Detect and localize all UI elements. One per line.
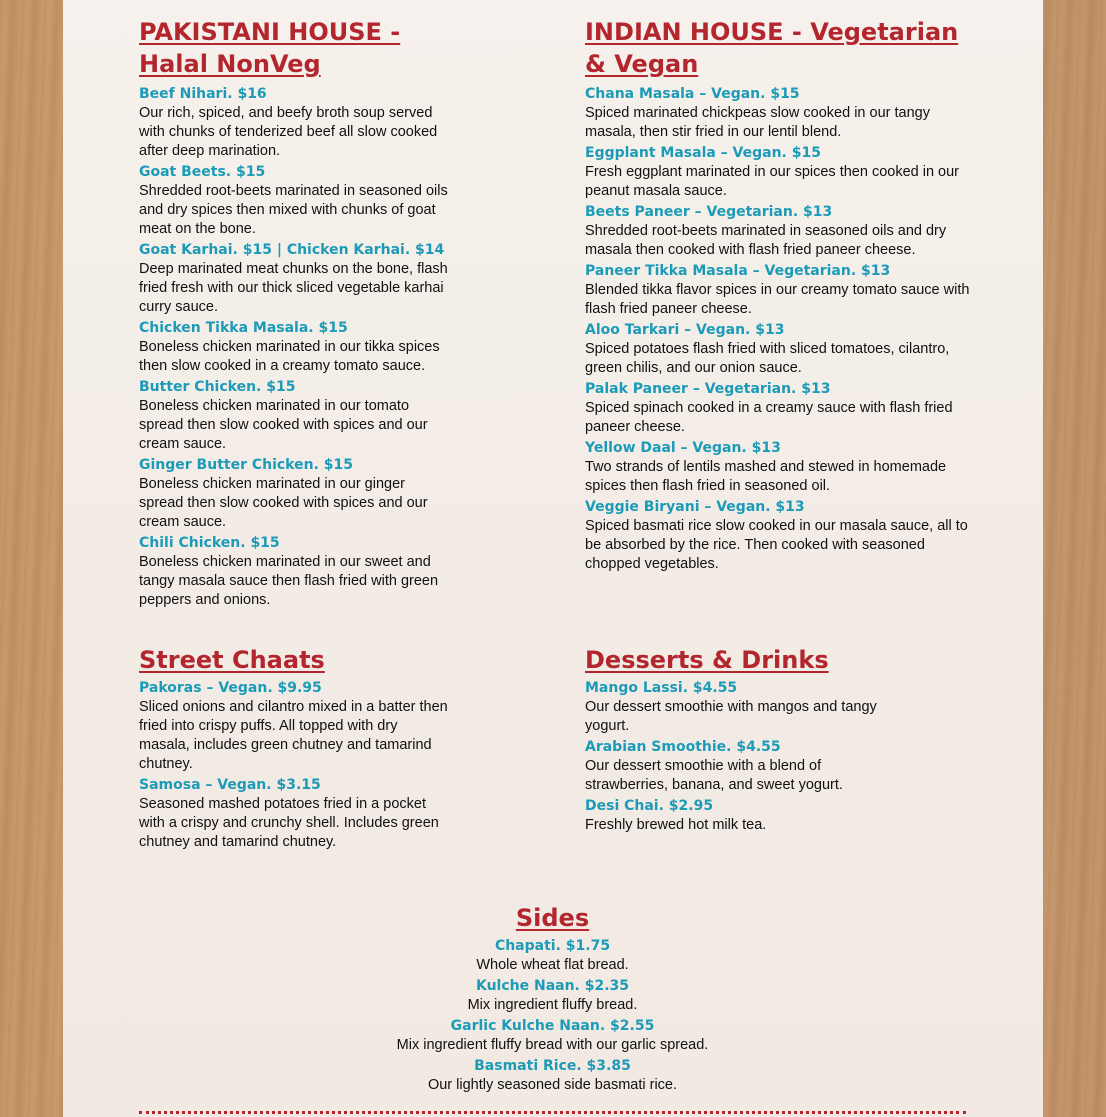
menu-item <box>139 318 449 376</box>
menu-item-description: Boneless chicken marinated in our tomato spread then slow cooked with spices and our cream sauce. <box>139 398 428 452</box>
menu-item-name: Goat Karhai. $15 | Chicken Karhai. $14 <box>139 242 445 258</box>
dotted-divider <box>139 1111 966 1114</box>
menu-item-description: Our dessert smoothie with mangos and tangy yogurt. <box>585 699 877 734</box>
menu-item <box>139 533 449 610</box>
menu-item-name: Palak Paneer – Vegetarian. $13 <box>585 381 831 397</box>
street-chaats-section <box>139 644 449 852</box>
menu-item-name: Veggie Biryani – Vegan. $13 <box>585 499 805 515</box>
menu-item-name: Mango Lassi. $4.55 <box>585 680 738 696</box>
menu-item <box>139 162 449 239</box>
menu-item <box>139 84 449 161</box>
menu-item-description: Deep marinated meat chunks on the bone, flash fried fresh with our thick sliced vegetable karhai curry sauce. <box>139 261 448 315</box>
menu-item <box>585 678 905 736</box>
section-title: PAKISTANI HOUSE - Halal NonVeg <box>139 18 401 78</box>
menu-item-name: Yellow Daal – Vegan. $13 <box>585 440 781 456</box>
menu-item-name: Samosa – Vegan. $3.15 <box>139 777 321 793</box>
menu-item-description: Mix ingredient fluffy bread with our garlic spread. <box>396 1037 709 1053</box>
menu-item-description: Boneless chicken marinated in our tikka spices then slow cooked in a creamy tomato sauce. <box>139 339 440 374</box>
menu-item-description: Our rich, spiced, and beefy broth soup served with chunks of tenderized beef all slow cooked after deep marination. <box>139 105 438 159</box>
menu-item <box>139 455 449 532</box>
menu-item <box>585 438 970 496</box>
menu-item <box>585 84 970 142</box>
sides-section <box>139 902 966 1095</box>
menu-item-name: Paneer Tikka Masala – Vegetarian. $13 <box>585 263 891 279</box>
menu-item <box>585 497 970 574</box>
menu-item <box>585 143 970 201</box>
menu-item-description: Sliced onions and cilantro mixed in a batter then fried into crispy puffs. All topped with dry masala, includes green chutney and tamarind chutney. <box>139 699 448 772</box>
menu-item-name: Aloo Tarkari – Vegan. $13 <box>585 322 785 338</box>
menu-item-description: Shredded root-beets marinated in seasoned oils and dry spices then mixed with chunks of goat meat on the bone. <box>139 183 448 237</box>
menu-item-description: Our dessert smoothie with a blend of strawberries, banana, and sweet yogurt. <box>585 758 843 793</box>
menu-item <box>139 775 449 852</box>
menu-item-name: Basmati Rice. $3.85 <box>474 1058 631 1074</box>
menu-item <box>585 202 970 260</box>
indian-house-section <box>585 16 970 574</box>
menu-item-description: Two strands of lentils mashed and stewed in homemade spices then flash fried in seasoned oil. <box>585 459 947 494</box>
menu-item <box>139 1056 966 1095</box>
menu-item-name: Butter Chicken. $15 <box>139 379 296 395</box>
menu-item-name: Eggplant Masala – Vegan. $15 <box>585 145 821 161</box>
menu-item-name: Beef Nihari. $16 <box>139 86 267 102</box>
menu-item <box>585 737 905 795</box>
menu-item-description: Spiced spinach cooked in a creamy sauce with flash fried paneer cheese. <box>585 400 953 435</box>
menu-item-description: Blended tikka flavor spices in our creamy tomato sauce with flash fried paneer cheese. <box>585 282 970 317</box>
section-title: INDIAN HOUSE - Vegetarian & Vegan <box>585 18 959 78</box>
menu-item-description: Shredded root-beets marinated in seasoned oils and dry masala then cooked with flash fried paneer cheese. <box>585 223 947 258</box>
pakistani-house-section <box>139 16 449 610</box>
menu-item-name: Arabian Smoothie. $4.55 <box>585 739 781 755</box>
menu-item-name: Pakoras – Vegan. $9.95 <box>139 680 322 696</box>
menu-item-description: Boneless chicken marinated in our ginger spread then slow cooked with spices and our cream sauce. <box>139 476 428 530</box>
menu-item <box>585 379 970 437</box>
menu-item-name: Chili Chicken. $15 <box>139 535 280 551</box>
menu-item-name: Garlic Kulche Naan. $2.55 <box>450 1018 655 1034</box>
menu-item-name: Goat Beets. $15 <box>139 164 266 180</box>
menu-item <box>139 240 449 317</box>
menu-item-description: Mix ingredient fluffy bread. <box>467 997 638 1013</box>
menu-item <box>139 1016 966 1055</box>
menu-item-name: Chicken Tikka Masala. $15 <box>139 320 348 336</box>
menu-item-description: Spiced marinated chickpeas slow cooked in our tangy masala, then stir fried in our lentil blend. <box>585 105 930 140</box>
menu-item <box>585 261 970 319</box>
menu-item-name: Chapati. $1.75 <box>494 938 611 954</box>
menu-item <box>139 678 449 774</box>
menu-item-description: Boneless chicken marinated in our sweet and tangy masala sauce then flash fried with green peppers and onions. <box>139 554 439 608</box>
section-title: Sides <box>515 904 590 932</box>
menu-item-name: Ginger Butter Chicken. $15 <box>139 457 353 473</box>
menu-item-name: Kulche Naan. $2.35 <box>475 978 630 994</box>
menu-item <box>585 796 905 835</box>
section-title: Desserts & Drinks <box>585 646 829 674</box>
menu-item-description: Spiced basmati rice slow cooked in our masala sauce, all to be absorbed by the rice. Then cooked with seasoned chopped vegetables. <box>585 518 968 572</box>
menu-item-description: Fresh eggplant marinated in our spices then cooked in our peanut masala sauce. <box>585 164 959 199</box>
menu-item-description: Freshly brewed hot milk tea. <box>585 817 767 833</box>
menu-item-name: Beets Paneer – Vegetarian. $13 <box>585 204 833 220</box>
menu-item-description: Our lightly seasoned side basmati rice. <box>427 1077 678 1093</box>
menu-item <box>139 377 449 454</box>
menu-item <box>139 936 966 975</box>
menu-item-description: Seasoned mashed potatoes fried in a pocket with a crispy and crunchy shell. Includes green chutney and tamarind chutney. <box>139 796 439 850</box>
desserts-drinks-section <box>585 644 905 835</box>
menu-item-name: Desi Chai. $2.95 <box>585 798 714 814</box>
menu-item-name: Chana Masala – Vegan. $15 <box>585 86 800 102</box>
menu-item-description: Spiced potatoes flash fried with sliced tomatoes, cilantro, green chilis, and our onion sauce. <box>585 341 950 376</box>
menu-item <box>139 976 966 1015</box>
menu-item <box>585 320 970 378</box>
menu-item-description: Whole wheat flat bread. <box>476 957 629 973</box>
section-title: Street Chaats <box>139 646 325 674</box>
